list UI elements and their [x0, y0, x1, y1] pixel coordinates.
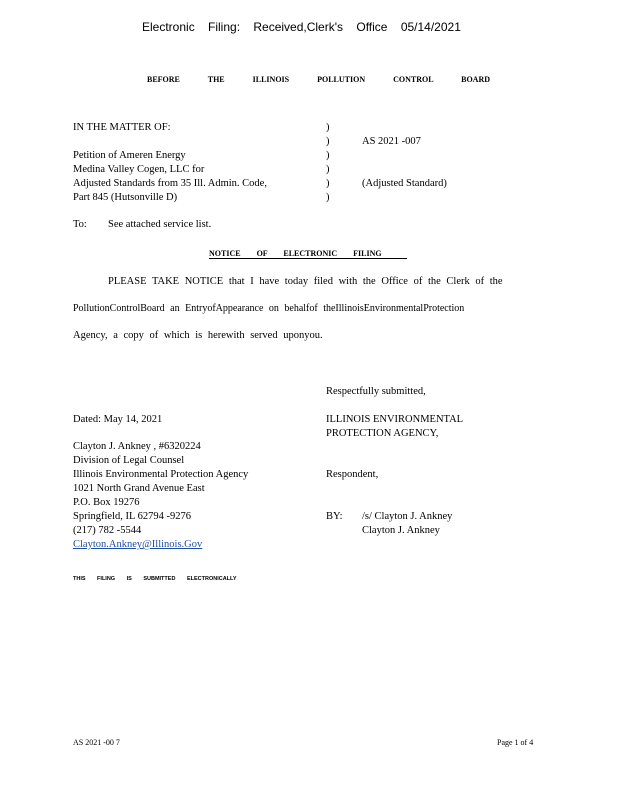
attorney-email-link[interactable]: Clayton.Ankney@Illinois.Gov — [73, 539, 203, 550]
to-label: To: — [73, 219, 87, 230]
respondent-label: Respondent, — [326, 469, 379, 480]
attorney-line: P.O. Box 19276 — [73, 497, 140, 508]
attorney-line: Springfield, IL 62794 -9276 — [73, 511, 192, 522]
footer-case-number: AS 2021 -00 7 — [73, 738, 120, 747]
petition-line: Adjusted Standards from 35 Ill. Admin. Code, — [73, 178, 267, 189]
notice-title: NOTICE OF ELECTRONIC FILING — [209, 249, 382, 258]
matter-label: IN THE MATTER OF: — [73, 122, 171, 133]
footer-page-number: Page 1 of 4 — [497, 738, 534, 747]
attorney-line: Division of Legal Counsel — [73, 455, 185, 466]
attorney-line: 1021 North Grand Avenue East — [73, 483, 205, 494]
caption-paren: ) — [326, 150, 330, 161]
attorney-line: Clayton J. Ankney , #6320224 — [73, 441, 201, 452]
attorney-line: Illinois Environmental Protection Agency — [73, 469, 249, 480]
dated-line: Dated: May 14, 2021 — [73, 414, 163, 425]
agency-name-line: ILLINOIS ENVIRONMENTAL — [326, 414, 464, 425]
signature-line: /s/ Clayton J. Ankney — [362, 511, 453, 522]
board-heading: BEFORE THE ILLINOIS POLLUTION CONTROL BOARD — [147, 75, 491, 84]
attorney-line: (217) 782 -5544 — [73, 525, 142, 536]
signer-name: Clayton J. Ankney — [362, 525, 440, 536]
case-number: AS 2021 -007 — [362, 136, 421, 147]
petition-line: Part 845 (Hutsonville D) — [73, 192, 178, 203]
electronic-filing-note: THIS FILING IS SUBMITTED ELECTRONICALLY — [73, 576, 237, 582]
case-type: (Adjusted Standard) — [362, 178, 447, 189]
body-line: PollutionControlBoard an EntryofAppearance on behalfof theIllinoisEnvironmentalProtection — [73, 303, 465, 314]
caption-paren: ) — [326, 122, 330, 133]
caption-paren: ) — [326, 192, 330, 203]
notice-underline — [209, 258, 407, 259]
caption-paren: ) — [326, 178, 330, 189]
caption-paren: ) — [326, 136, 330, 147]
filing-banner: Electronic Filing: Received,Clerk's Office 05/14/2021 — [142, 20, 461, 34]
body-line: PLEASE TAKE NOTICE that I have today filed with the Office of the Clerk of the — [108, 276, 503, 287]
body-line: Agency, a copy of which is herewith served uponyou. — [73, 330, 323, 341]
agency-name-line: PROTECTION AGENCY, — [326, 428, 439, 439]
caption-paren: ) — [326, 164, 330, 175]
by-label: BY: — [326, 511, 343, 522]
closing-text: Respectfully submitted, — [326, 386, 426, 397]
to-text: See attached service list. — [108, 219, 212, 230]
petition-line: Petition of Ameren Energy — [73, 150, 186, 161]
petition-line: Medina Valley Cogen, LLC for — [73, 164, 205, 175]
